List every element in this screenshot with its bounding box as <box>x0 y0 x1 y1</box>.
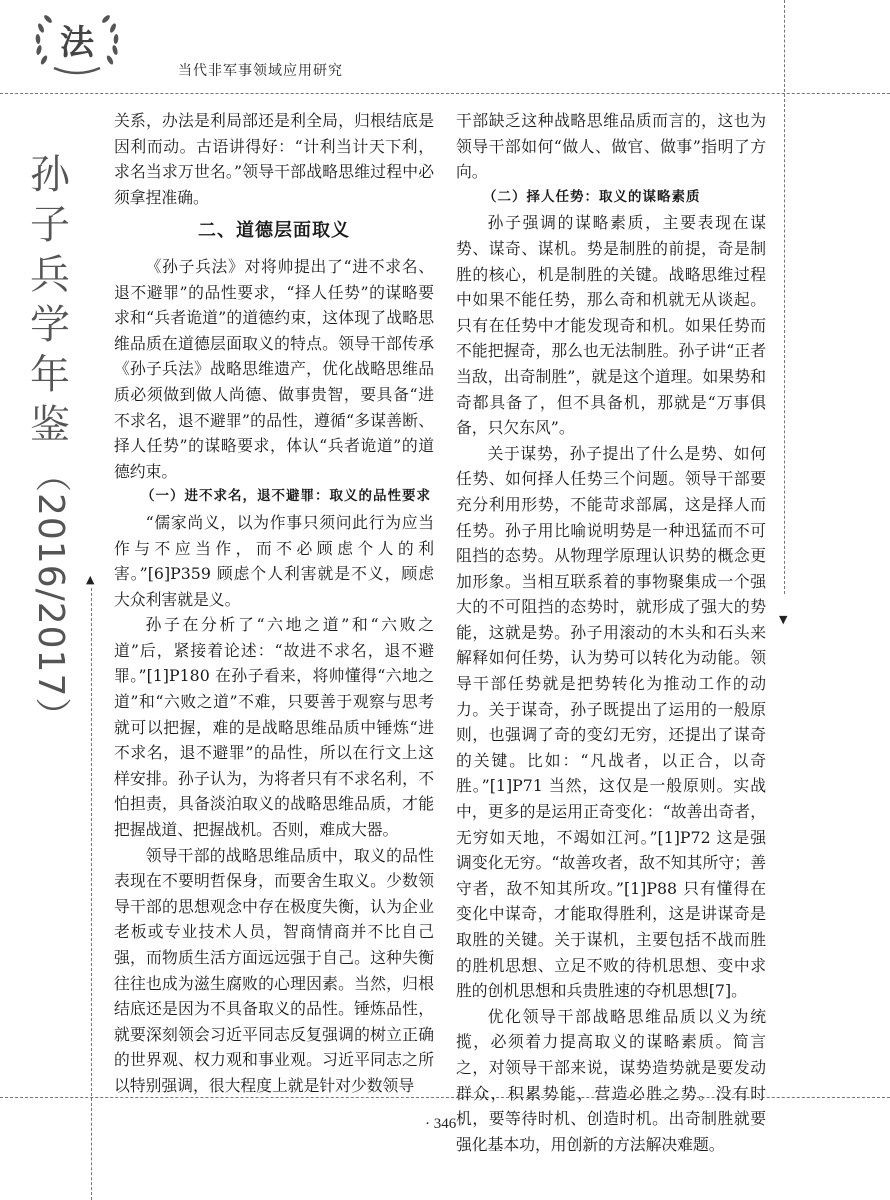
right-column <box>456 108 766 1157</box>
paragraph: 干部缺乏这种战略思维品质而言的，这也为领导干部如何“做人、做官、做事”指明了方向。 <box>456 111 766 182</box>
paragraph: 孙子在分析了“六地之道”和“六败之道”后，紧接着论述：“故进不求名，退不避罪。”[1]P180 在孙子看来，将帅懂得“六地之道”和“六败之道”不难，只要善于观察与思考就可以把握，难的是战略思维品质中锤炼“进不求名，退不避罪”的品性，所以在行文上这样安排。孙子认为，为将者只有不求名利，不怕担责，具备淡泊取义的战略思维品质，才能把握战道、把握战机。否则，难成大器。 <box>114 615 434 840</box>
right-gutter-line <box>784 94 785 594</box>
up-arrow-icon: ▲ <box>86 573 95 586</box>
side-title-char: 子 <box>30 202 70 248</box>
left-column <box>114 108 434 1099</box>
paragraph: 《孙子兵法》对将帅提出了“进不求名、退不避罪”的品性要求，“择人任势”的谋略要求和“兵者诡道”的道德约束，这体现了战略思维品质在道德层面取义的特点。领导干部传承《孙子兵法》战略思维遗产，优化战略思维品质必须做到做人尚德、做事贵智，要具备“进不求名，退不避罪”的品性，遵循“多谋善断、择人任势”的谋略要求，体认“兵者诡道”的道德约束。 <box>114 256 434 481</box>
paragraph: 孙子强调的谋略素质，主要表现在谋势、谋奇、谋机。势是制胜的前提，奇是制胜的核心，机是制胜的关键。战略思维过程中如果不能任势，那么奇和机就无从谈起。只有在任势中才能发现奇和机。如果任势而不能把握奇，那么也无法制胜。孙子讲“正者当敌，出奇制胜”，就是这个道理。如果势和奇都具备了，但不具备机，那就是“万事俱备，只欠东风”。 <box>456 213 766 438</box>
header-divider <box>0 93 890 94</box>
paragraph: 领导干部的战略思维品质中，取义的品性表现在不要明哲保身，而要舍生取义。少数领导干部的思想观念中存在极度失衡，认为企业老板或专业技术人员，智商情商并不比自己强，而物质生活方面远远强于自己。这种失衡往往也成为滋生腐败的心理因素。当然，归根结底还是因为不具备取义的品性。锤炼品性，就要深刻领会习近平同志反复强调的树立正确的世界观、权力观和事业观。习近平同志之所以特别强调，很大程度上就是针对少数领导 <box>114 845 434 1095</box>
yearbook-side-title <box>24 150 76 735</box>
subsection-heading: （二）择人任势：取义的谋略素质 <box>483 188 701 205</box>
side-title-char: 年 <box>30 352 70 398</box>
left-gutter-line <box>91 1098 92 1200</box>
side-title-year: （2016/2017） <box>30 456 71 735</box>
journal-logo <box>14 8 140 82</box>
wreath-emblem-icon <box>14 8 140 82</box>
down-arrow-icon: ▼ <box>779 613 788 626</box>
paragraph: “儒家尚义，以为作事只须问此行为应当作与不应当作，而不必顾虑个人的利害。”[6]P359 顾虑个人利害就是不义，顾虑大众利害就是义。 <box>114 512 434 609</box>
paragraph: 关于谋势，孙子提出了什么是势、如何任势、如何择人任势三个问题。领导干部要充分利用形势，不能苛求部属，这是择人而任势。孙子用比喻说明势是一种迅猛而不可阻挡的态势。从物理学原理认识势的概念更加形象。当相互联系着的事物聚集成一个强大的不可阻挡的态势时，就形成了强大的势能，这就是势。孙子用滚动的木头和石头来解释如何任势，认为势可以转化为动能。领导干部任势就是把势转化为推动工作的动力。关于谋奇，孙子既提出了运用的一般原则，也强调了奇的变幻无穷，还提出了谋奇的关键。比如：“凡战者，以正合，以奇胜。”[1]P71 当然，这仅是一般原则。实战中，更多的是运用正奇变化：“故善出奇者，无穷如天地，不竭如江河。”[1]P72 这是强调变化无穷。“故善攻者，敌不知其所守；善守者，敌不知其所攻。”[1]P88 只有懂得在变化中谋奇，才能取得胜利，这是讲谋奇是取胜的关键。关于谋机，主要包括不战而胜的胜机思想、立足不败的待机思想、变中求胜的创机思想和兵贵胜速的夺机思想[7]。 <box>456 443 766 1001</box>
running-head: 当代非军事领域应用研究 <box>178 63 343 79</box>
subsection-heading: （一）进不求名，退不避罪：取义的品性要求 <box>141 488 431 505</box>
page-number: · 346 · <box>425 1116 465 1132</box>
section-heading: 二、道德层面取义 <box>198 220 350 242</box>
right-header-line <box>784 0 785 92</box>
paragraph: 优化领导干部战略思维品质以义为统揽，必须着力提高取义的谋略素质。简言之，对领导干部来说，谋势造势就是要发动群众，积累势能，营造必胜之势。没有时机，要等待时机、创造时机。出奇制胜就要强化基本功，用创新的方法解决难题。 <box>456 1006 766 1154</box>
side-title-char: 鉴 <box>30 402 70 448</box>
paragraph: 关系，办法是利局部还是利全局，归根结底是因利而动。古语讲得好：“计利当计天下利，求名当求万世名。”领导干部战略思维过程中必须拿捏准确。 <box>114 111 434 207</box>
side-title-char: 兵 <box>30 252 70 298</box>
logo-glyph: 法 <box>60 23 94 63</box>
side-title-char: 学 <box>30 302 70 348</box>
left-lower-gutter-line <box>91 588 92 1096</box>
side-title-char: 孙 <box>30 152 70 198</box>
